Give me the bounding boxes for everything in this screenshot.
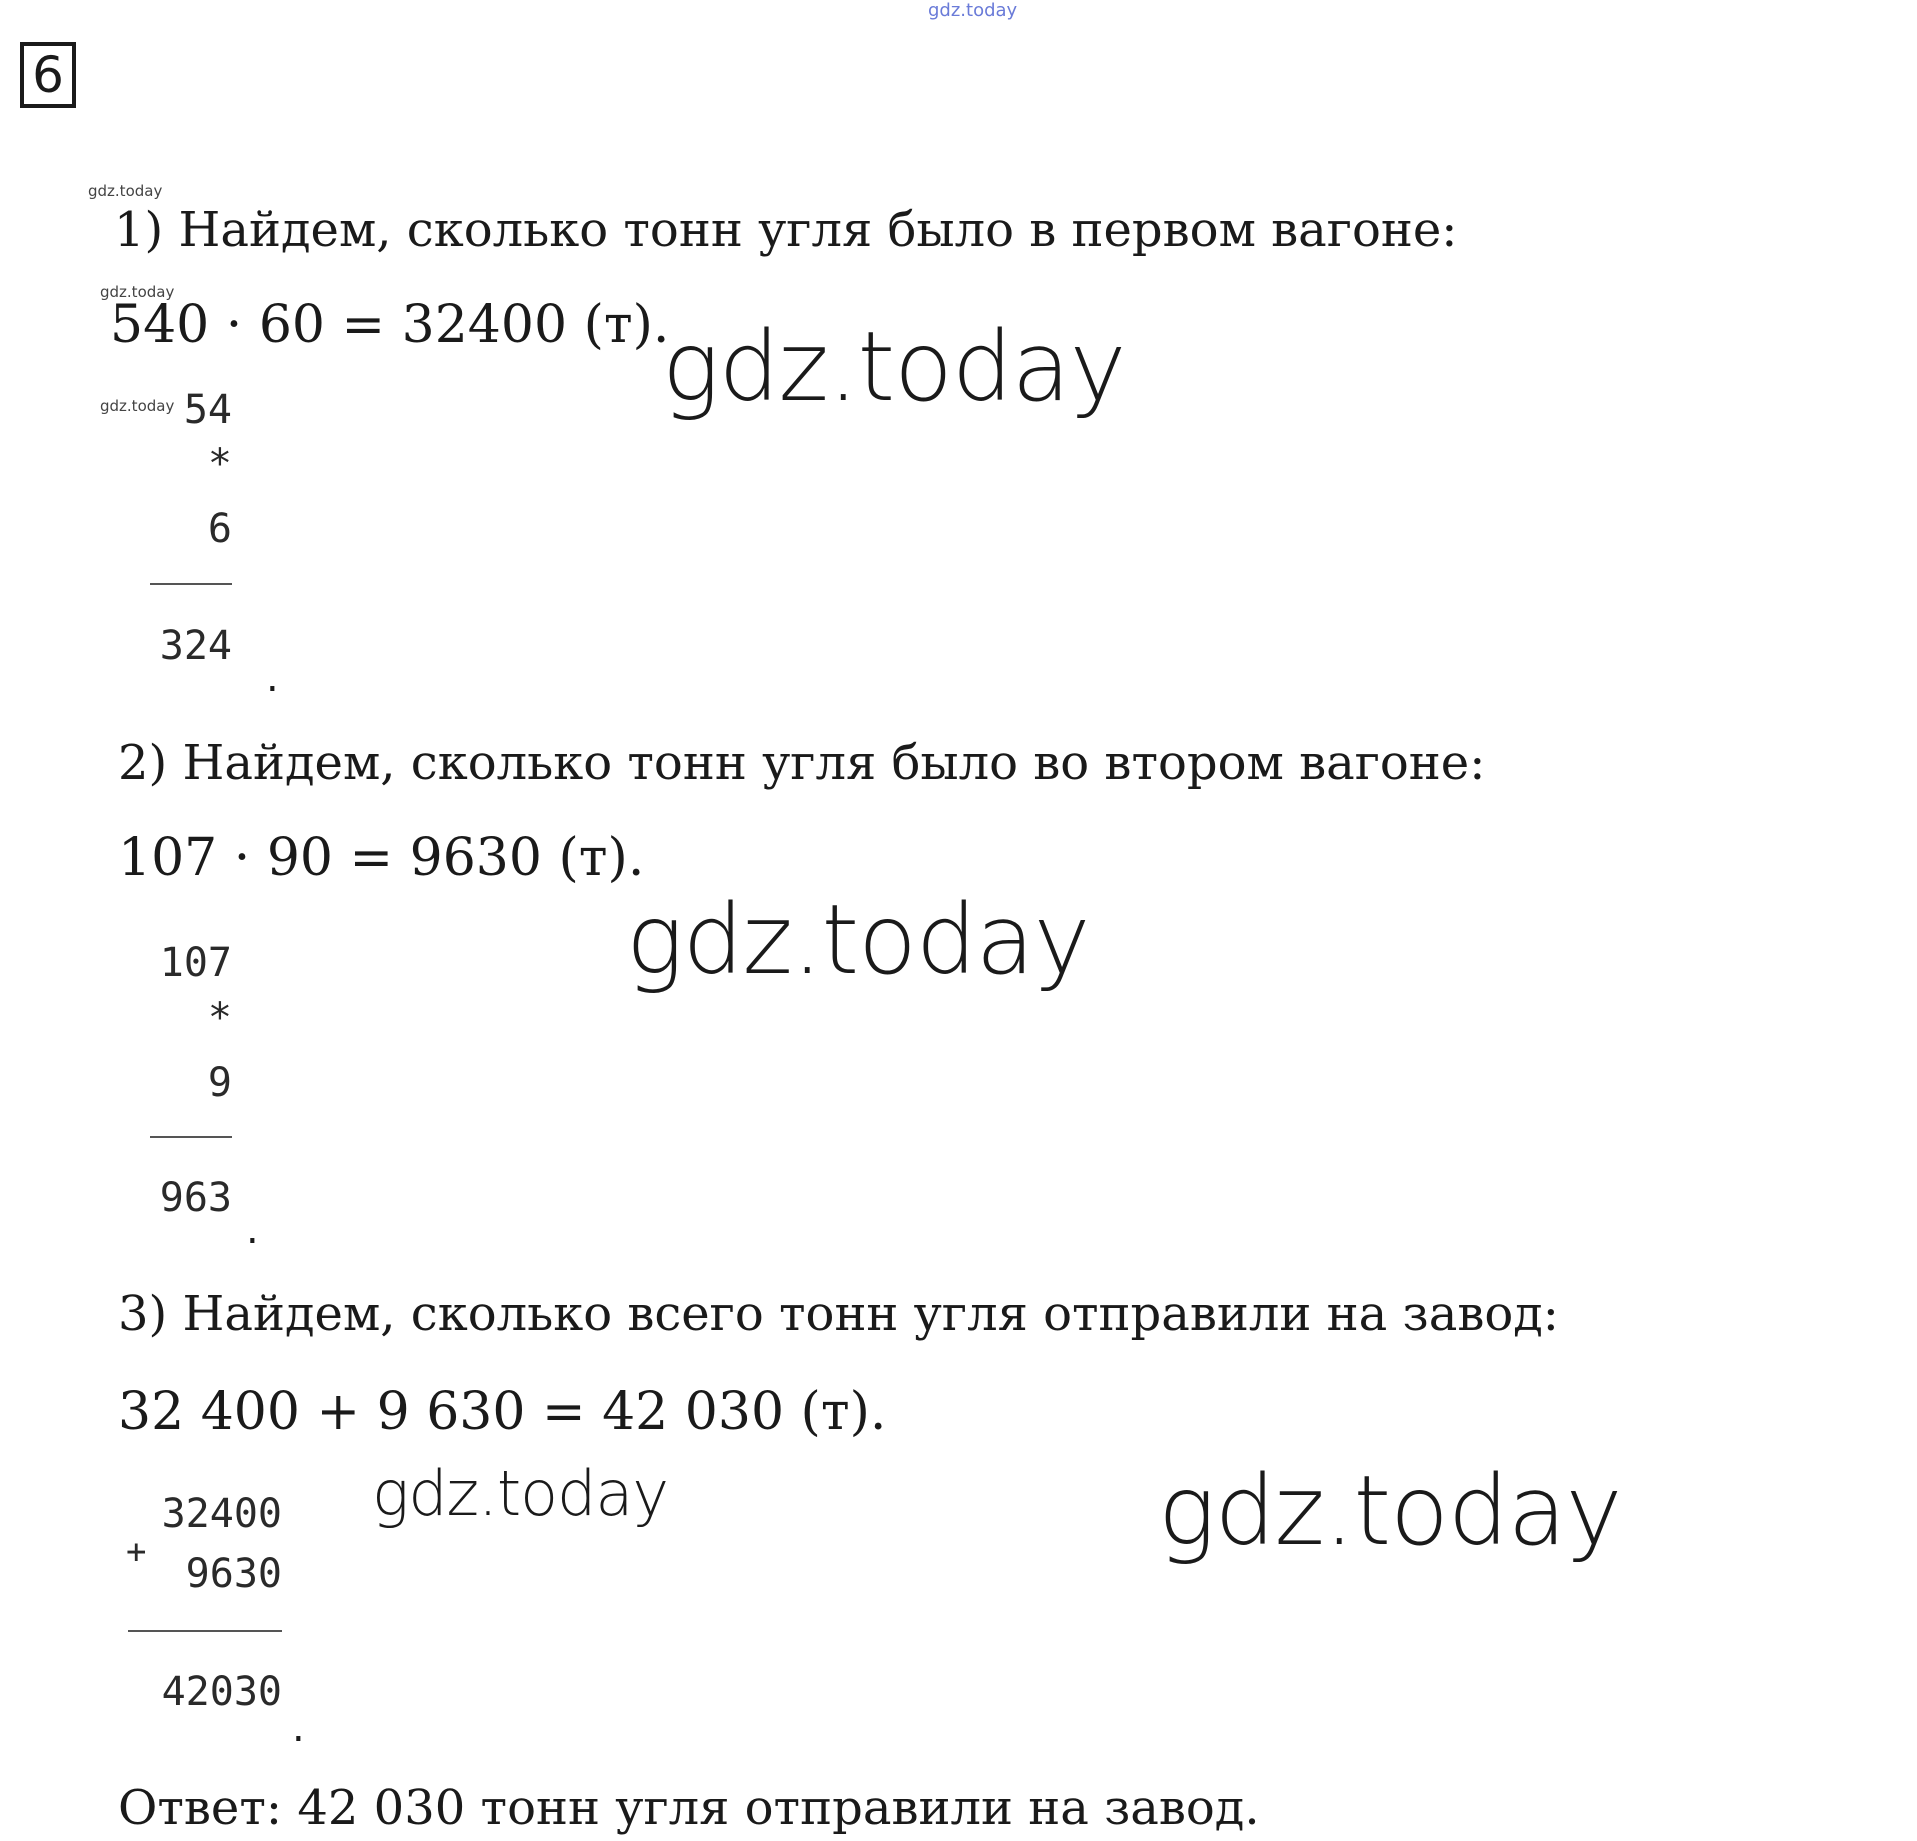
step-1-period: . xyxy=(266,655,279,701)
step-1-column-result: 324 xyxy=(159,623,232,669)
step-3-column-top: 32400 xyxy=(161,1491,282,1537)
step-3-heading: 3) Найдем, сколько всего тонн угля отправили на завод: xyxy=(118,1286,1559,1342)
step-2-column-bottom: 9 xyxy=(207,1060,232,1106)
watermark-small-2: gdz.today xyxy=(100,283,175,301)
watermark-top: gdz.today xyxy=(928,0,1018,21)
step-1-column-line xyxy=(150,583,232,585)
step-2-column-top: 107 xyxy=(159,940,232,986)
watermark-big-1: gdz.today xyxy=(662,311,1126,423)
watermark-big-4: gdz.today xyxy=(1158,1455,1622,1567)
step-1-heading: 1) Найдем, сколько тонн угля было в первом вагоне: xyxy=(114,202,1458,258)
step-3-column-bottom: 9630 xyxy=(185,1551,282,1597)
watermark-big-3: gdz.today xyxy=(372,1457,669,1530)
watermark-big-2: gdz.today xyxy=(626,884,1090,996)
step-1-column-operator: * xyxy=(207,441,232,487)
step-2-period: . xyxy=(246,1207,259,1253)
step-1-column-bottom: 6 xyxy=(207,506,232,552)
step-3-column-line xyxy=(128,1630,282,1632)
step-2-heading: 2) Найдем, сколько тонн угля было во втором вагоне: xyxy=(118,735,1486,791)
watermark-small-3: gdz.today xyxy=(100,397,175,415)
watermark-small-1: gdz.today xyxy=(88,182,163,200)
answer-text: Ответ: 42 030 тонн угля отправили на завод. xyxy=(118,1780,1260,1836)
step-3-column-operator: + xyxy=(126,1532,147,1572)
step-2-column-line xyxy=(150,1136,232,1138)
step-2-equation: 107 · 90 = 9630 (т). xyxy=(118,828,645,888)
step-2-column-result: 963 xyxy=(159,1175,232,1221)
step-1-column-top: 54 xyxy=(183,387,232,433)
step-3-equation: 32 400 + 9 630 = 42 030 (т). xyxy=(118,1382,887,1442)
step-2-column-operator: * xyxy=(207,995,232,1041)
task-number-box: 6 xyxy=(20,42,76,108)
step-3-period: . xyxy=(292,1705,305,1751)
step-3-column-result: 42030 xyxy=(161,1669,282,1715)
step-1-equation: 540 · 60 = 32400 (т). xyxy=(110,295,670,355)
